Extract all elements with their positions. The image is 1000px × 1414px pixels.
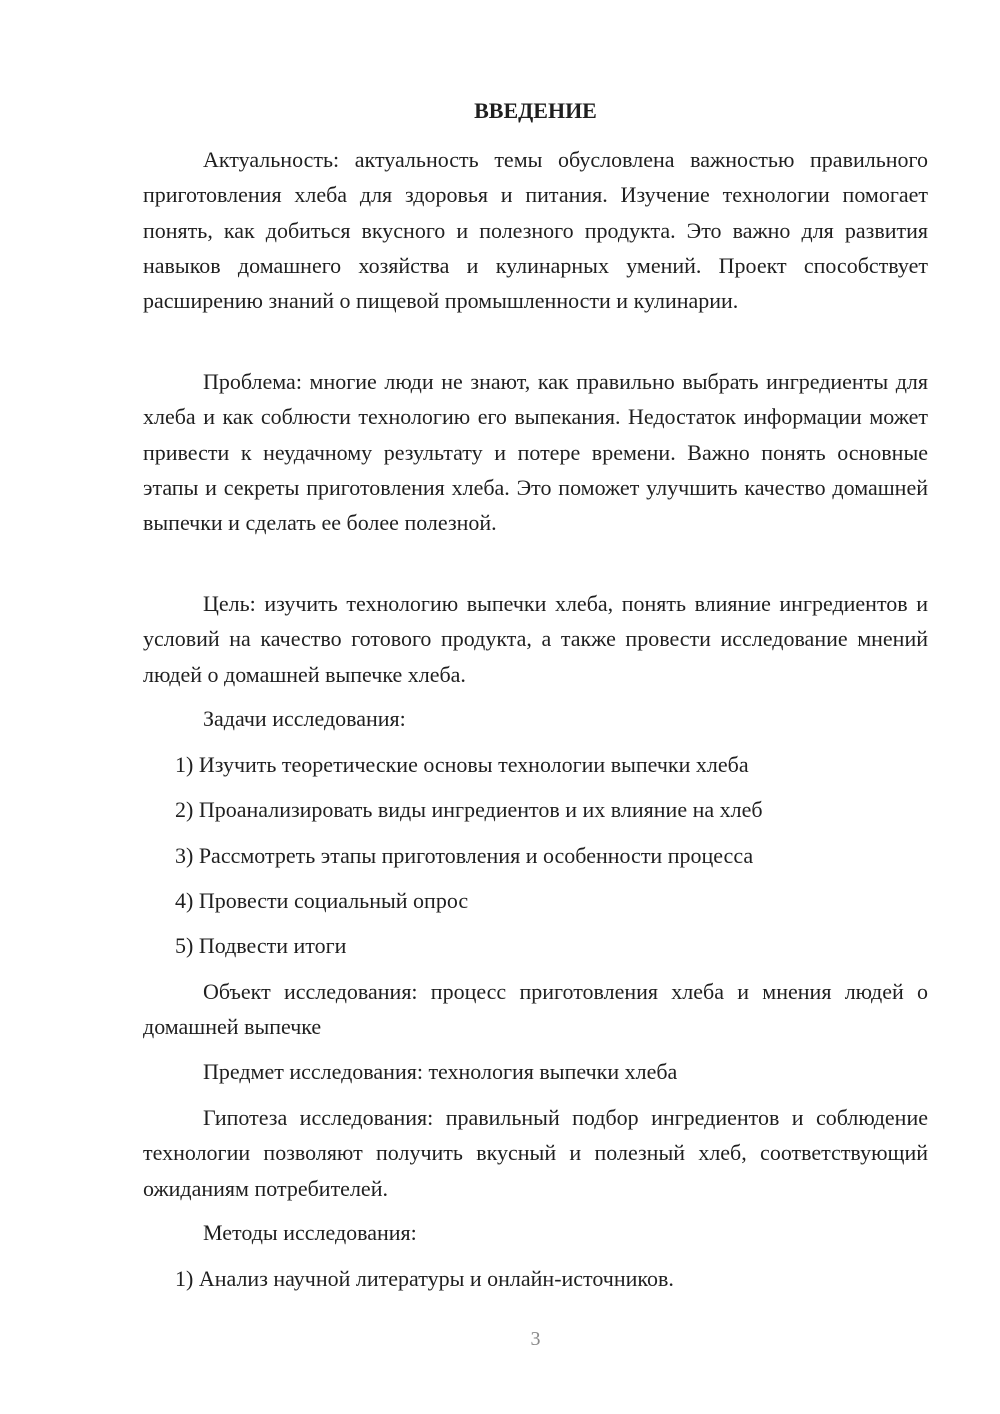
methods-heading: Методы исследования:	[203, 1220, 417, 1245]
task-item-1: 1) Изучить теоретические основы технологии выпечки хлеба	[175, 752, 749, 777]
document-page	[143, 0, 928, 1414]
method-item-1: 1) Анализ научной литературы и онлайн-источников.	[175, 1266, 674, 1291]
object-paragraph: Объект исследования: процесс приготовления хлеба и мнения людей о домашней выпечке	[143, 979, 928, 1040]
page-number: 3	[530, 1328, 541, 1350]
hypothesis-paragraph: Гипотеза исследования: правильный подбор ингредиентов и соблюдение технологии позволяют получить вкусный и полезный хлеб, соответствующий ожиданиям потребителей.	[143, 1105, 928, 1201]
task-item-5: 5) Подвести итоги	[175, 933, 347, 958]
problem-paragraph: Проблема: многие люди не знают, как правильно выбрать ингредиенты для хлеба и как соблюсти технологию его выпекания. Недостаток информации может привести к неудачному результату и потере времени. Важно понять основные этапы и секреты приготовления хлеба. Это поможет улучшить качество домашней выпечки и сделать ее более полезной.	[143, 369, 928, 536]
task-item-2: 2) Проанализировать виды ингредиентов и их влияние на хлеб	[175, 797, 763, 822]
subject-paragraph: Предмет исследования: технология выпечки хлеба	[203, 1059, 678, 1084]
tasks-heading: Задачи исследования:	[203, 706, 406, 731]
task-item-3: 3) Рассмотреть этапы приготовления и особенности процесса	[175, 843, 754, 868]
task-item-4: 4) Провести социальный опрос	[175, 888, 469, 913]
relevance-paragraph: Актуальность: актуальность темы обусловлена важностью правильного приготовления хлеба для здоровья и питания. Изучение технологии помогает понять, как добиться вкусного и полезного продукта. Это важно для развития навыков домашнего хозяйства и кулинарных умений. Проект способствует расширению знаний о пищевой промышленности и кулинарии.	[143, 147, 928, 314]
goal-paragraph: Цель: изучить технологию выпечки хлеба, понять влияние ингредиентов и условий на качество готового продукта, а также провести исследование мнений людей о домашней выпечке хлеба.	[143, 591, 928, 687]
page-title: ВВЕДЕНИЕ	[474, 98, 597, 123]
